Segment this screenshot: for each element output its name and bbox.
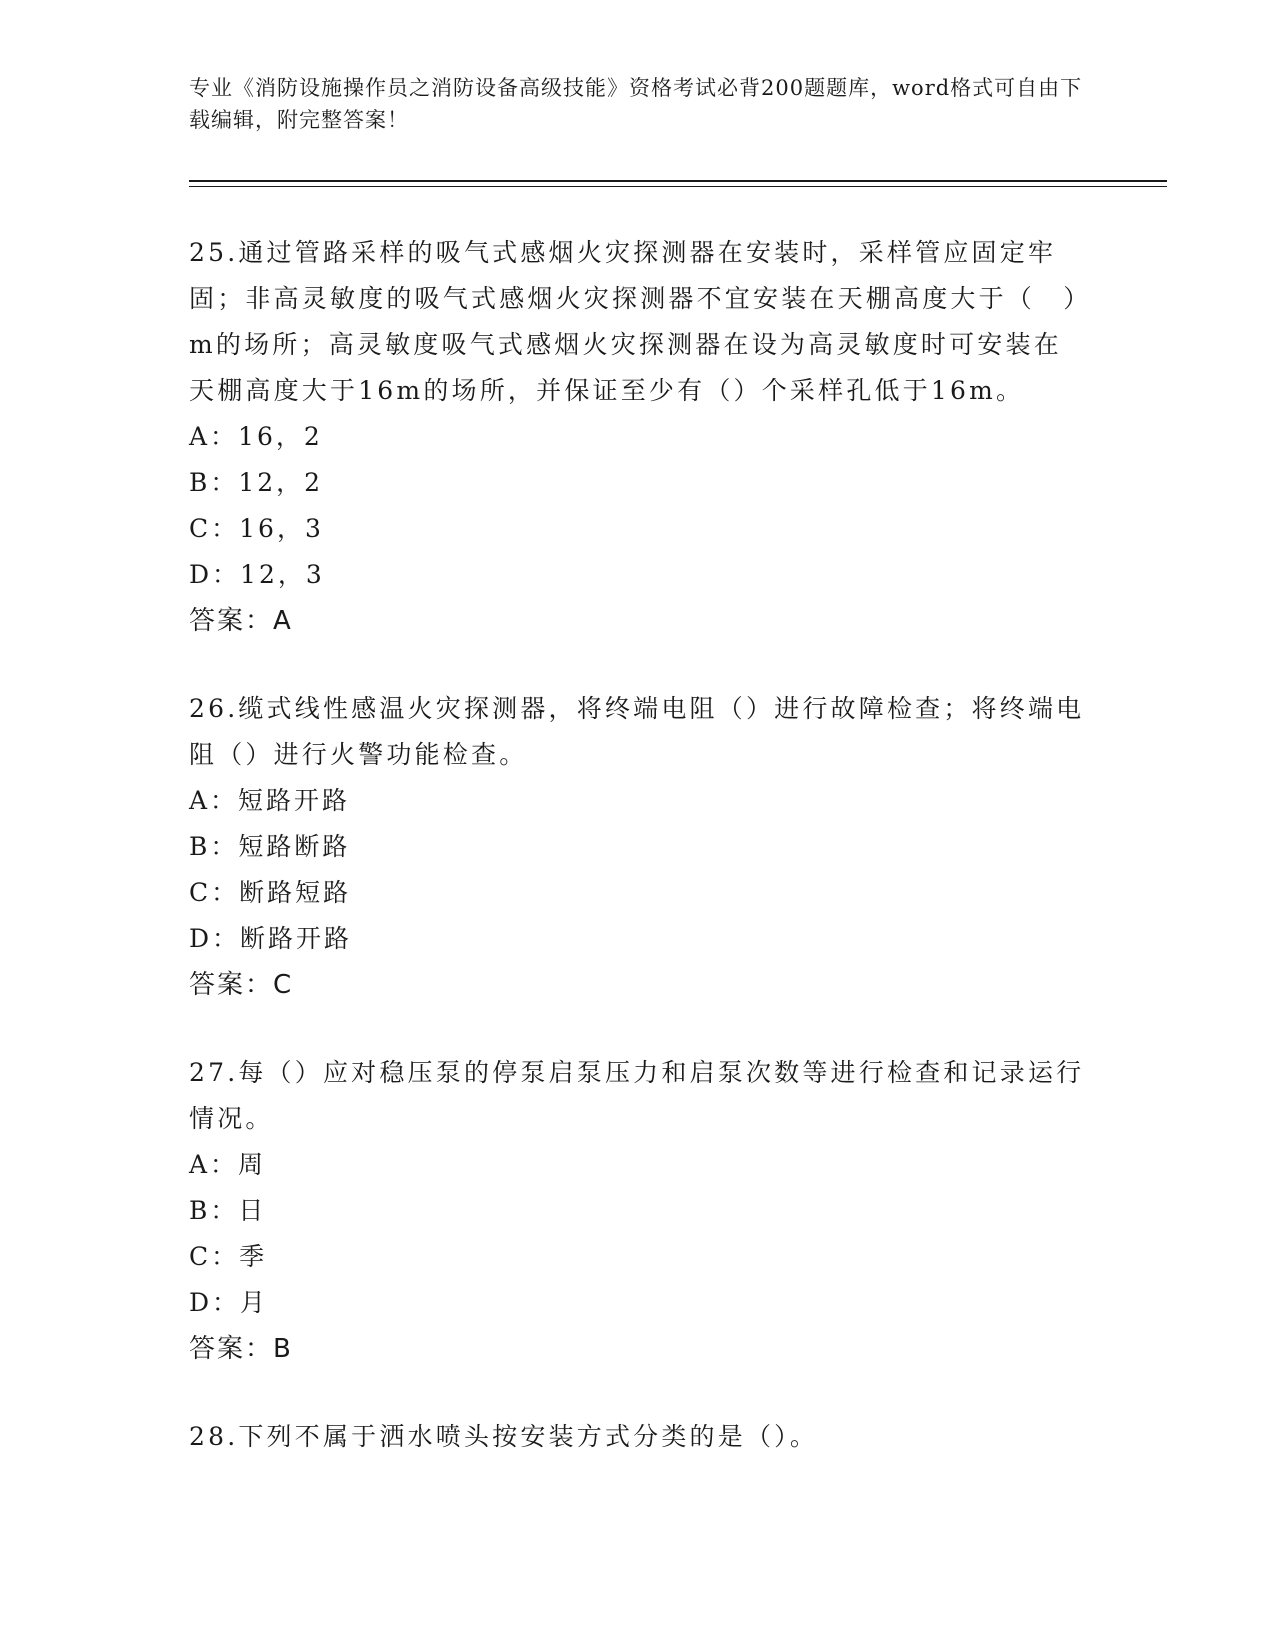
document-header: 专业《消防设施操作员之消防设备高级技能》资格考试必背200题题库，word格式可自由下载编辑，附完整答案！ <box>189 76 1083 132</box>
answer-line: 答案：B <box>189 1334 293 1364</box>
question-stem: 26.缆式线性感温火灾探测器，将终端电阻（）进行故障检查；将终端电阻（）进行火警功能检查。 <box>189 694 1085 769</box>
option-a: A：短路开路 <box>189 786 351 815</box>
answer-line: 答案：A <box>189 606 293 636</box>
option-c: C：断路短路 <box>189 878 352 907</box>
question-26 <box>189 686 1089 1008</box>
option-d: D：断路开路 <box>189 924 353 953</box>
question-27 <box>189 1050 1089 1372</box>
option-b: B：12，2 <box>189 468 324 497</box>
question-25 <box>189 230 1089 644</box>
question-stem: 27.每（）应对稳压泵的停泵启泵压力和启泵次数等进行检查和记录运行情况。 <box>189 1058 1085 1133</box>
option-d: D：月 <box>189 1288 269 1317</box>
option-b: B：短路断路 <box>189 832 351 861</box>
question-stem: 28.下列不属于洒水喷头按安装方式分类的是（）。 <box>189 1422 819 1451</box>
answer-line: 答案：C <box>189 970 294 1000</box>
option-c: C：16，3 <box>189 514 324 543</box>
option-b: B：日 <box>189 1196 267 1225</box>
option-d: D：12，3 <box>189 560 325 589</box>
option-a: A：周 <box>189 1150 267 1179</box>
question-28 <box>189 1414 1089 1460</box>
question-stem: 25.通过管路采样的吸气式感烟火灾探测器在安装时，采样管应固定牢固；非高灵敏度的吸气式感烟火灾探测器不宜安装在天棚高度大于（ ）m的场所；高灵敏度吸气式感烟火灾探测器在设为高灵敏度时可安装在天棚高度大于16m的场所，并保证至少有（）个采样孔低于16m。 <box>189 238 1079 405</box>
header-divider-thick <box>189 180 1167 182</box>
option-c: C：季 <box>189 1242 268 1271</box>
option-a: A：16，2 <box>189 422 323 451</box>
header-divider-thin <box>189 186 1167 187</box>
